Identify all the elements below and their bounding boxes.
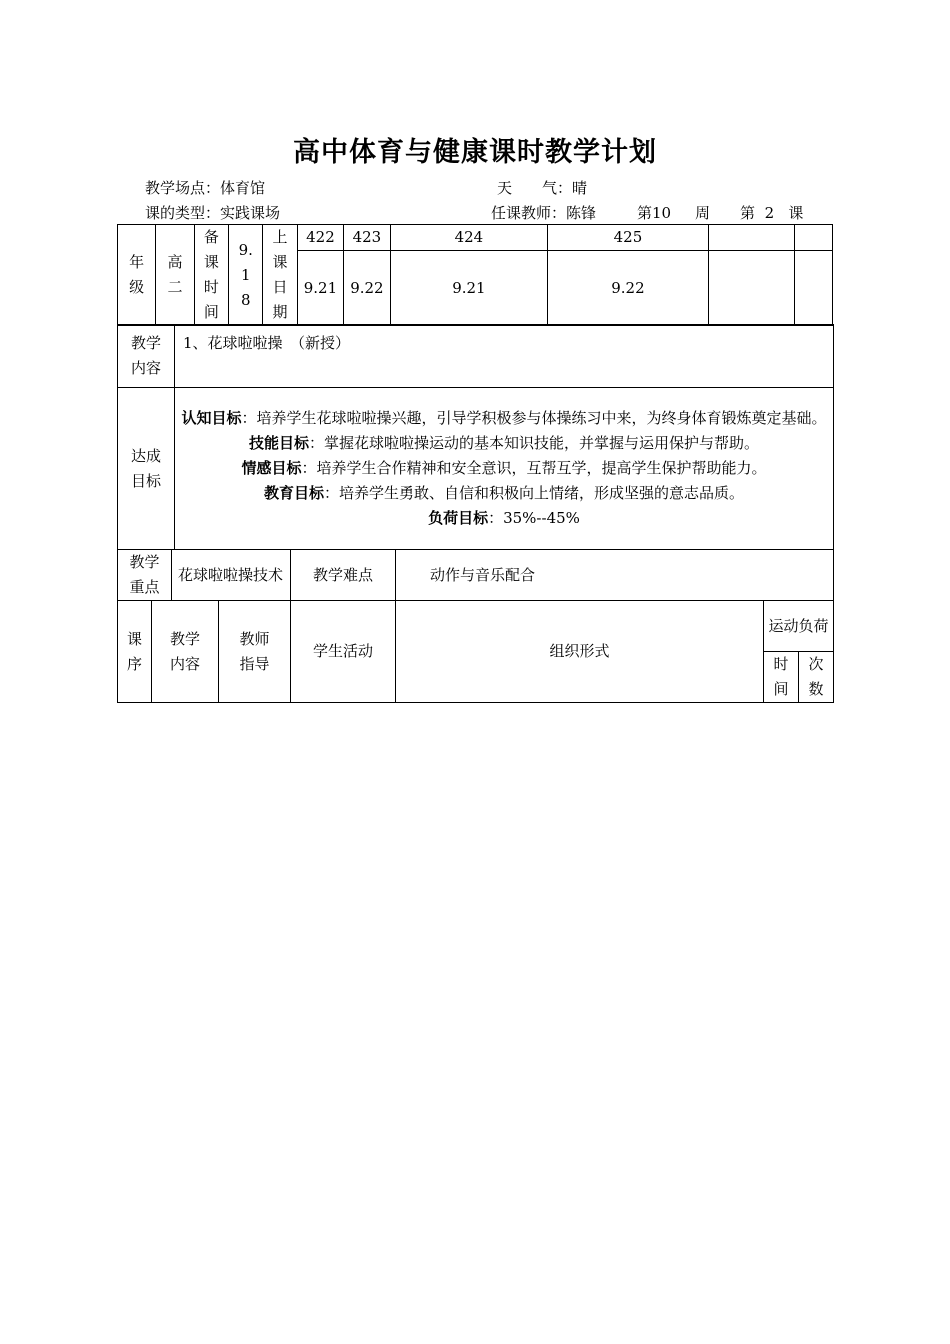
weather-info: [497, 177, 587, 198]
goal-text: ：培养学生花球啦啦操兴趣，引导学积极参与体操练习中来，为终身体育锻炼奠定基础。: [241, 409, 827, 427]
guidance-header: [219, 601, 291, 703]
key-value: [172, 550, 291, 601]
goal-text: ：培养学生勇敢、自信和积极向上情绪，形成坚强的意志品质。: [324, 484, 745, 502]
empty-cell: [708, 225, 794, 251]
content-header: [152, 601, 219, 703]
content-goals-table: [117, 324, 834, 550]
teacher-info: [491, 202, 596, 223]
key-label-text: 教学重点: [129, 553, 160, 596]
teacher-label: 任课教师：: [491, 204, 567, 222]
time-header-text: 时间: [773, 655, 789, 698]
class-cell: 425: [548, 225, 709, 251]
content-text: 1、花球啦啦操 （新授）: [175, 325, 834, 388]
schedule-table: [117, 224, 833, 326]
time-header: [764, 652, 799, 703]
lesson-type-info: [145, 202, 280, 223]
date-cell: 9.21: [297, 251, 343, 326]
difficulty-value: 动作与音乐配合: [396, 550, 834, 601]
content-header-text: 教学内容: [169, 629, 200, 673]
empty-cell: [794, 251, 832, 326]
content-label: [118, 325, 175, 388]
content-label-text: 教学内容: [130, 334, 161, 377]
empty-cell: [794, 225, 832, 251]
venue-info: [145, 177, 265, 198]
count-header: [799, 652, 834, 703]
key-label: [118, 550, 172, 601]
organization-header: 组织形式: [396, 601, 764, 703]
class-date-label-text: 上课日期: [272, 228, 288, 321]
load-header-text: 运动负荷: [768, 616, 829, 635]
lesson-type-value: 实践课场: [220, 204, 281, 222]
activity-header: 学生活动: [291, 601, 396, 703]
weather-value: 晴: [572, 179, 588, 197]
grade-value: [156, 225, 194, 326]
goal-text: ：35%--45%: [488, 509, 580, 527]
goal-text: ：培养学生合作精神和安全意识，互帮互学，提高学生保护帮助能力。: [301, 459, 767, 477]
week-suffix: 周: [694, 204, 710, 222]
load-header: [764, 601, 834, 652]
prep-label: [194, 225, 228, 326]
lesson-suffix: 课: [788, 204, 804, 222]
class-cell: 424: [390, 225, 548, 251]
goal-item: [175, 481, 833, 506]
class-date-label: [263, 225, 297, 326]
goal-item: [175, 431, 833, 456]
difficulty-label: 教学难点: [291, 550, 396, 601]
grade-label: [118, 225, 156, 326]
goals-label: [118, 388, 175, 550]
class-cell: 423: [344, 225, 390, 251]
week-prefix: 第: [637, 204, 653, 222]
lesson-number: 2: [764, 204, 775, 222]
goal-item: [175, 406, 833, 431]
date-cell: 9.22: [548, 251, 709, 326]
lesson-number-info: [740, 202, 803, 223]
guidance-header-text: 教师指导: [239, 629, 270, 673]
venue-value: 体育馆: [220, 179, 266, 197]
goal-title: 认知目标: [181, 409, 242, 427]
venue-label: 教学场点：: [145, 179, 221, 197]
goal-item: [175, 456, 833, 481]
teacher-value: 陈锋: [566, 204, 597, 222]
class-cell: 422: [297, 225, 343, 251]
week-info: [637, 202, 710, 223]
week-number: 10: [652, 204, 672, 222]
goals-label-text: 达成目标: [130, 446, 161, 490]
sequence-header-text: 课序: [126, 629, 142, 673]
lesson-prefix: 第: [740, 204, 756, 222]
grade-label-text: 年级: [129, 253, 145, 296]
goal-title: 情感目标: [241, 459, 302, 477]
weather-label: 天 气：: [497, 179, 573, 197]
sequence-header: [118, 601, 152, 703]
goal-title: 负荷目标: [428, 509, 489, 527]
prep-label-text: 备课时间: [203, 228, 219, 321]
goals-list: [175, 388, 834, 550]
empty-cell: [708, 251, 794, 326]
goal-title: 技能目标: [248, 434, 309, 452]
grade-value-text: 高二: [167, 253, 183, 296]
keypoints-table: [117, 549, 834, 601]
goal-text: ：掌握花球啦啦操运动的基本知识技能，并掌握与运用保护与帮助。: [309, 434, 760, 452]
prep-date-text: 9.18: [238, 240, 253, 309]
lesson-type-label: 课的类型：: [145, 204, 221, 222]
prep-date: [229, 225, 263, 326]
date-cell: 9.22: [344, 251, 390, 326]
date-cell: 9.21: [390, 251, 548, 326]
goal-title: 教育目标: [263, 484, 324, 502]
key-value-text: 花球啦啦操技术: [178, 565, 284, 584]
goal-item: [175, 506, 833, 531]
plan-header-table: [117, 600, 834, 703]
count-header-text: 次数: [808, 655, 824, 698]
page-title: 高中体育与健康课时教学计划: [293, 137, 657, 168]
